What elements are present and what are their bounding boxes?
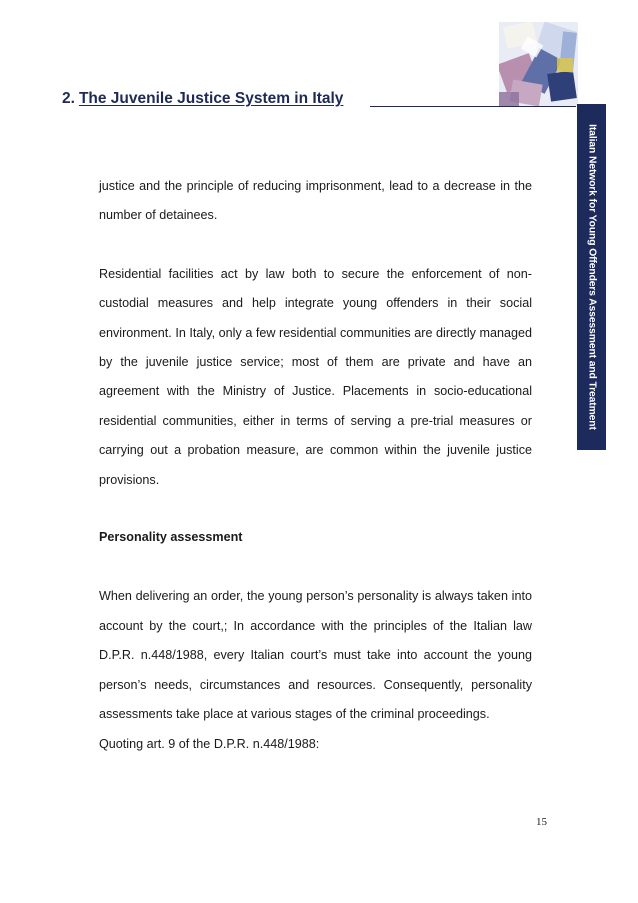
page-number: 15: [536, 816, 547, 828]
chapter-title: The Juvenile Justice System in Italy: [78, 90, 344, 107]
chapter-number: 2.: [62, 90, 75, 107]
chapter-heading: [62, 90, 343, 108]
decorative-header-image: [499, 22, 578, 106]
paragraph-1: justice and the principle of reducing imprisonment, lead to a decrease in the number of detainees.: [99, 179, 532, 223]
body-text: [99, 172, 532, 759]
side-banner: [577, 104, 606, 450]
abstract-collage-graphic: [499, 22, 578, 106]
paragraph-4: Quoting art. 9 of the D.P.R. n.448/1988:: [99, 736, 320, 751]
paragraph-spacer: [99, 231, 532, 260]
side-banner-text: Italian Network for Young Offenders Assessment and Treatment: [586, 124, 597, 430]
paragraph-3: When delivering an order, the young person’s personality is always taken into account by the court,; In accordance with the principles of the Italian law D.P.R. n.448/1988, every Italian court’s must take into account the young person’s needs, circumstances and resources. Consequently, personality assessments take place at various stages of the criminal proceedings.: [99, 589, 532, 722]
paragraph-spacer: [99, 552, 532, 582]
paragraph-spacer: [99, 495, 532, 523]
section-heading: Personality assessment: [99, 530, 243, 545]
paragraph-2: Residential facilities act by law both to secure the enforcement of non-custodial measures and help integrate young offenders in their social environment. In Italy, only a few residential communities are directly managed by the juvenile justice service; most of them are private and have an agreement with the Ministry of Justice. Placements in socio-educational residential communities, either in terms of serving a pre-trial measures or carrying out a probation measure, are common within the juvenile justice provisions.: [99, 266, 532, 487]
heading-rule: [370, 106, 576, 107]
